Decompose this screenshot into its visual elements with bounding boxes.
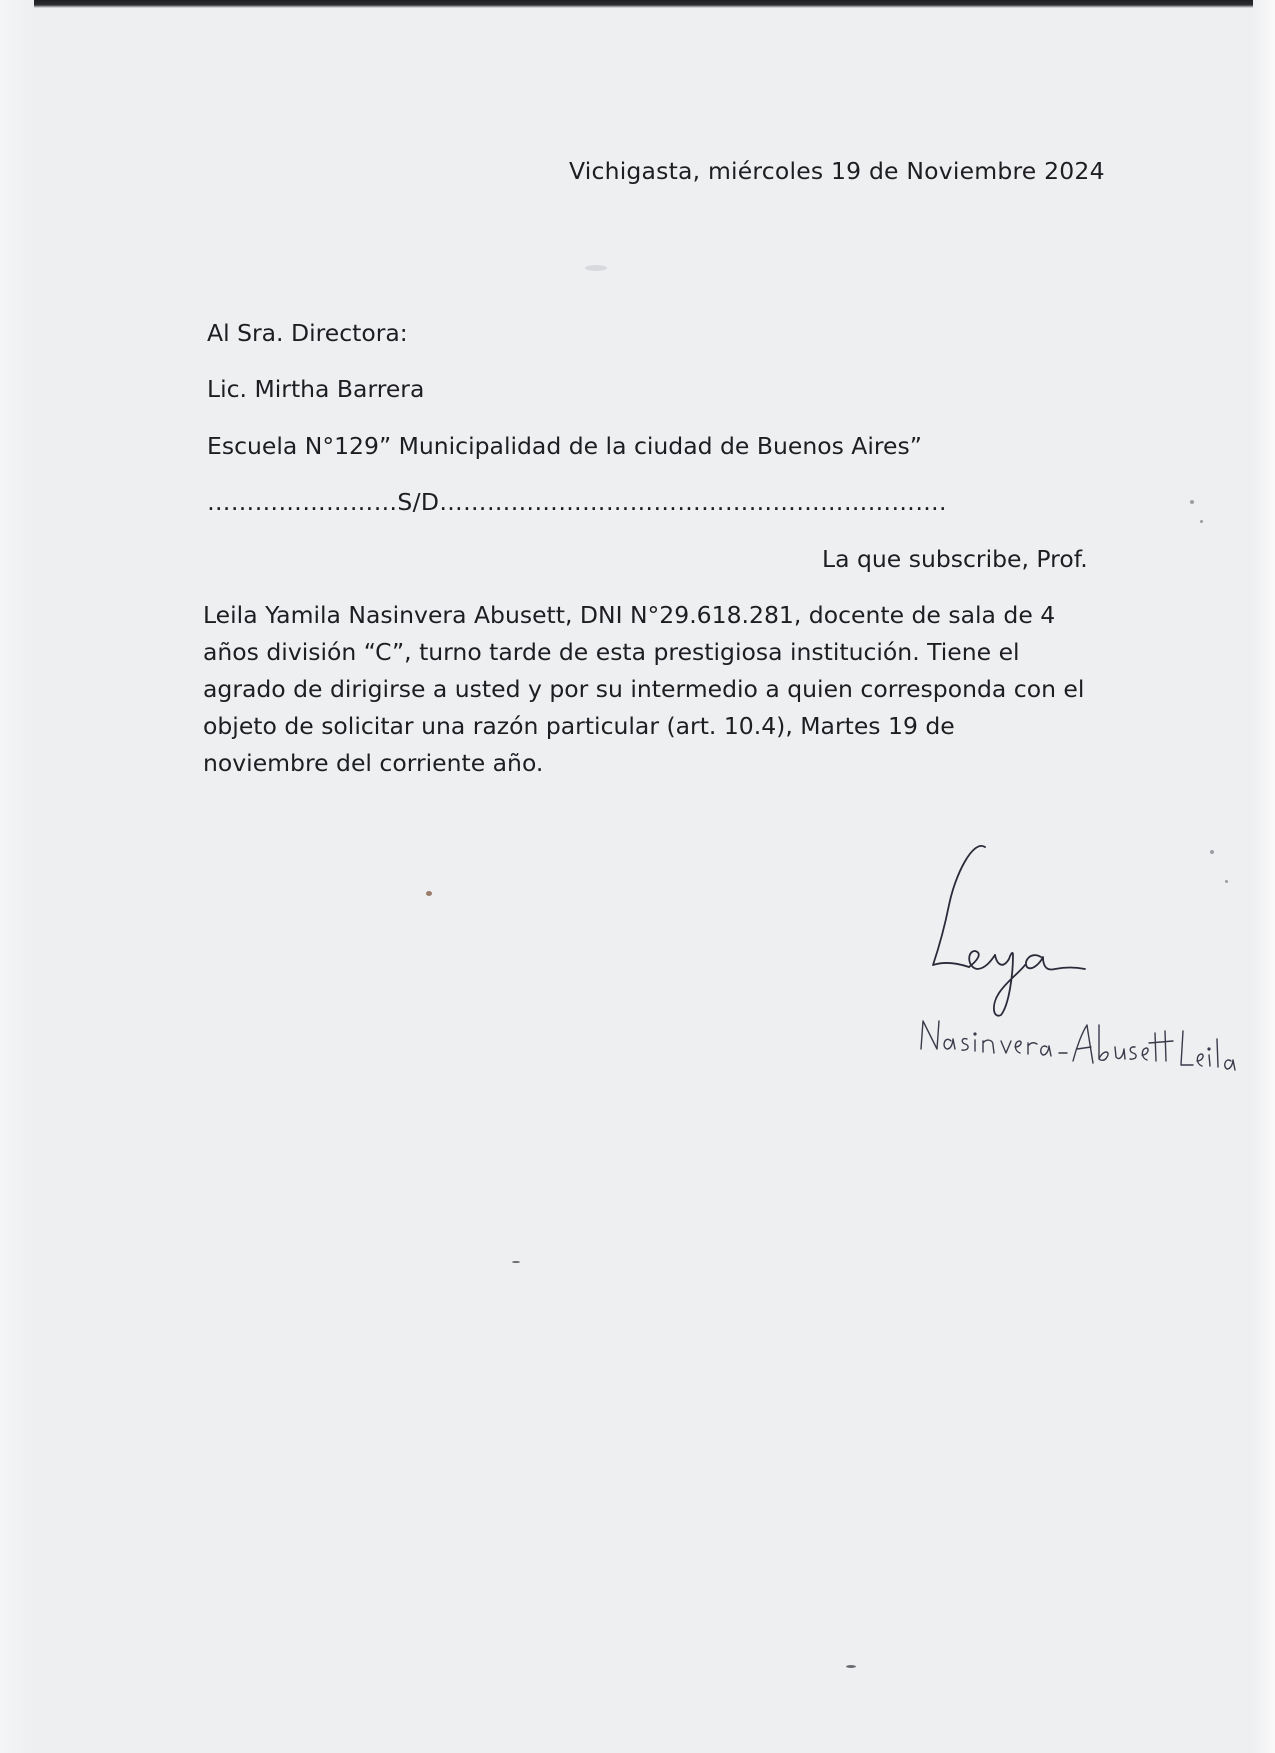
scan-speck — [585, 265, 607, 271]
scan-right-margin — [1253, 0, 1275, 1753]
scan-speck — [512, 1261, 520, 1263]
scan-speck — [1210, 850, 1214, 854]
body-paragraph — [203, 597, 1103, 782]
addressee-school: Escuela N°129” Municipalidad de la ciudad de Buenos Aires” — [207, 432, 922, 460]
date-line: Vichigasta, miércoles 19 de Noviembre 2024 — [569, 157, 1105, 185]
addressee-title: Al Sra. Directora: — [207, 319, 408, 347]
scan-top-edge — [0, 0, 1275, 8]
scan-left-margin — [0, 0, 34, 1753]
addressee-sd-line: ……………………S/D………………………………………………………. — [207, 488, 947, 516]
scan-speck — [426, 891, 432, 896]
scan-speck — [1200, 520, 1203, 523]
handwritten-signature — [915, 835, 1245, 1095]
scan-speck — [1190, 500, 1194, 504]
scan-speck — [1225, 880, 1228, 883]
scan-speck — [846, 1665, 856, 1668]
body-line: años división “C”, turno tarde de esta prestigiosa institución. Tiene el — [203, 638, 1020, 666]
body-line: objeto de solicitar una razón particular (art. 10.4), Martes 19 de — [203, 712, 955, 740]
subscribe-line: La que subscribe, Prof. — [822, 545, 1088, 573]
addressee-name: Lic. Mirtha Barrera — [207, 375, 425, 403]
body-line: agrado de dirigirse a usted y por su intermedio a quien corresponda con el — [203, 675, 1085, 703]
body-line: Leila Yamila Nasinvera Abusett, DNI N°29.618.281, docente de sala de 4 — [203, 601, 1056, 629]
body-line: noviembre del corriente año. — [203, 749, 544, 777]
